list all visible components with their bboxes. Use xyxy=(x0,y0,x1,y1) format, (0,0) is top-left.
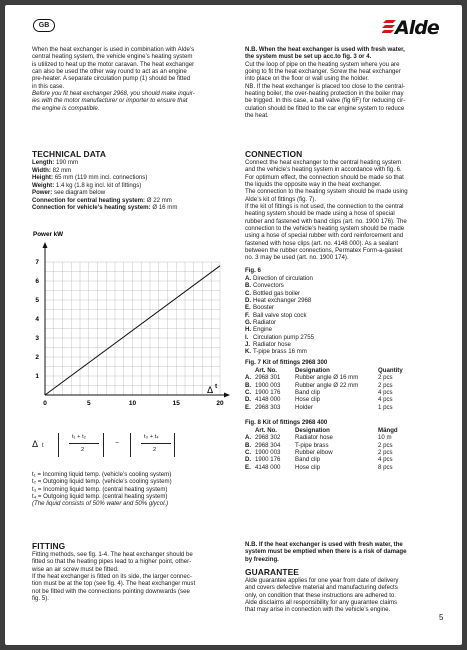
fig6-item xyxy=(245,304,450,311)
delta-t-formula xyxy=(32,430,232,460)
nb-line: into place on the floor or wall using the holder. xyxy=(245,75,369,83)
quantity-cell: 10 m xyxy=(378,434,392,442)
fig8-header-quantity: Mängd xyxy=(378,427,398,434)
connection-line: heating system should be made using a hose of special xyxy=(245,210,395,218)
row-key: A. xyxy=(245,434,252,442)
art-no-cell: 1900 176 xyxy=(255,456,281,464)
connection-line: no. 3 may be used (art. no. 1900 174). xyxy=(245,254,349,262)
fig6-item xyxy=(245,341,450,348)
table-row xyxy=(245,404,450,411)
fig6-item xyxy=(245,312,450,319)
x-tick-label: 20 xyxy=(216,400,224,407)
row-key: C. xyxy=(245,449,252,457)
spec-row xyxy=(32,197,237,205)
y-tick-label: 4 xyxy=(35,316,39,324)
alde-logo xyxy=(395,17,439,39)
fig6-item xyxy=(245,326,450,333)
fig6-item-text: Circulation pump 2755 xyxy=(253,333,314,341)
spec-value: Ø 22 mm xyxy=(145,196,172,204)
y-tick-label: 6 xyxy=(35,278,39,286)
connection-line: If the kit of fittings is not used, the connection to the central xyxy=(245,203,404,211)
formula-left-numerator: t₁ + t₂ xyxy=(72,434,87,440)
fig6-item xyxy=(245,290,450,297)
row-key: B. xyxy=(245,381,252,389)
fig6-item xyxy=(245,348,450,355)
spec-row xyxy=(32,182,237,190)
art-no-cell: 2968 303 xyxy=(255,403,281,411)
fitting-line: If the heat exchanger is fitted on its side, the larger connec- xyxy=(32,573,192,581)
formula-bracket-right-open xyxy=(130,433,132,457)
fig6-item-key: J. xyxy=(245,341,251,349)
nb-line: Cut the loop of pipe on the heating system where you are xyxy=(245,60,400,68)
fig6-item xyxy=(245,282,450,289)
technical-data-list xyxy=(32,159,237,212)
designation-cell: Hose clip xyxy=(295,463,321,471)
formula-right-denominator: 2 xyxy=(153,447,157,453)
fig6-item-text: Radiator hose xyxy=(253,341,291,349)
designation-cell: Rubber angle Ø 16 mm xyxy=(295,374,359,382)
fig6-list xyxy=(245,275,450,356)
x-tick-label: 0 xyxy=(43,400,47,407)
quantity-cell: 2 pcs xyxy=(378,441,393,449)
formula-delta-symbol: Δ xyxy=(32,440,39,450)
table-row xyxy=(245,382,450,389)
fig6-item xyxy=(245,275,450,282)
guarantee-text xyxy=(245,577,450,614)
formula-left-fraction-line xyxy=(69,443,99,444)
fitting-heading: FITTING xyxy=(32,541,66,551)
row-key: C. xyxy=(245,389,252,397)
spec-row xyxy=(32,189,237,197)
fitting-line: not be fitted with the connections pointing downwards (see xyxy=(32,587,190,595)
fig6-item-text: Ball valve stop cock xyxy=(253,311,307,319)
fig6-item-text: Heat exchanger 2968 xyxy=(253,297,312,305)
chart-axes xyxy=(43,242,231,398)
art-no-cell: 4148 000 xyxy=(255,463,281,471)
table-row xyxy=(245,389,450,396)
table-row xyxy=(245,449,450,456)
fig6-item xyxy=(245,297,450,304)
formula-bracket-left-close xyxy=(102,433,104,457)
fig7-header-designation: Designation xyxy=(295,367,330,374)
fig6-title: Fig. 6 xyxy=(245,267,261,274)
y-tick-label: 3 xyxy=(35,335,39,343)
fig6-item-key: G. xyxy=(245,319,252,327)
spec-label: Height: xyxy=(32,174,53,181)
row-key: D. xyxy=(245,456,252,464)
nb-freezing-line: N.B. If the heat exchanger is used with fresh water, the xyxy=(245,541,403,548)
connection-line: between the rubber connections, Permatex Form-a-gasket xyxy=(245,247,403,255)
spec-row xyxy=(32,159,237,167)
designation-cell: Hose clip xyxy=(295,396,321,404)
fig6-item xyxy=(245,334,450,341)
table-row xyxy=(245,442,450,449)
chart-y-axis-label: Power kW xyxy=(33,231,64,238)
legend-line: t₄ = Outgoing liquid temp. (central heating system) xyxy=(32,493,168,501)
manual-page xyxy=(5,5,462,645)
nb-freezing-warning xyxy=(245,541,450,563)
connection-line: The connection to the heating system should be made using xyxy=(245,188,408,196)
fig7-title: Fig. 7 Kit of fittings 2968 300 xyxy=(245,359,328,366)
fitting-line: tion must be at the top (see fig. 4). The heat exchanger must xyxy=(32,580,196,588)
connection-line: rubber and fastened with band clips (art. no. 1900 176). The xyxy=(245,217,407,225)
art-no-cell: 1900 003 xyxy=(255,381,281,389)
formula-right-fraction-line xyxy=(141,443,171,444)
spec-value: Ø 16 mm xyxy=(150,204,178,211)
intro-note-line: ies with the motor manufacturer or importer to ensure that xyxy=(32,97,188,105)
fig6-item-key: B. xyxy=(245,282,252,290)
fig8-header-designation: Designation xyxy=(295,427,330,434)
x-tick-label: 5 xyxy=(86,400,91,407)
quantity-cell: 4 pcs xyxy=(378,456,393,464)
connection-heading: CONNECTION xyxy=(245,149,303,159)
spec-row xyxy=(32,167,237,175)
nb-line: going to fit the heat exchanger. Screw the heat exchanger xyxy=(245,68,401,76)
chart-tick-labels xyxy=(35,259,224,407)
formula-left-denominator: 2 xyxy=(81,447,85,453)
spec-label: Power: xyxy=(32,189,53,196)
nb-fresh-water-setup xyxy=(245,46,450,119)
guarantee-line: Alde disclaims all responsibility for any guarantee claims xyxy=(245,599,398,607)
fig7-header-art-no: Art. No. xyxy=(255,367,278,374)
guarantee-line: and covers defective material and manufacturing defects xyxy=(245,584,398,592)
connection-line: the liquids the opposite way in the heat exchanger. xyxy=(245,181,382,189)
quantity-cell: 4 pcs xyxy=(378,389,393,397)
fig8-header-spacer xyxy=(245,427,255,434)
legend-line: t₂ = Outgoing liquid temp. (vehicle’s cooling system) xyxy=(32,478,172,486)
y-tick-label: 5 xyxy=(35,297,39,305)
spec-row xyxy=(32,204,237,212)
fig7-header-quantity: Quantity xyxy=(378,367,403,374)
guarantee-line: only, on condition that these instructions are adhered to. xyxy=(245,591,396,599)
quantity-cell: 1 pcs xyxy=(378,403,393,411)
table-row xyxy=(245,464,450,471)
guarantee-heading: GUARANTEE xyxy=(245,567,299,577)
nb-bold-line: N.B. When the heat exchanger is used with fresh water, xyxy=(245,46,405,53)
spec-label: Length: xyxy=(32,159,55,166)
table-row xyxy=(245,456,450,463)
art-no-cell: 1900 003 xyxy=(255,449,281,457)
fig7-table xyxy=(245,367,450,411)
fig6-item-key: A. xyxy=(245,275,252,282)
fig6-item-text: Radiator xyxy=(253,319,277,327)
connection-line: connection to the vehicle’s heating system should be made xyxy=(245,225,405,233)
designation-cell: Band clip xyxy=(295,389,321,397)
designation-cell: T-pipe brass xyxy=(295,441,329,449)
designation-cell: Radiator hose xyxy=(295,434,333,442)
row-key: E. xyxy=(245,463,251,471)
fig8-title: Fig. 8 Kit of fittings 2968 400 xyxy=(245,419,328,426)
fig8-table xyxy=(245,427,450,471)
fig6-item-key: C. xyxy=(245,289,252,297)
spec-value: 190 mm xyxy=(54,159,79,166)
connection-line: and the vehicle’s heating system in accordance with fig. 6. xyxy=(245,166,402,174)
temperature-legend xyxy=(32,471,237,508)
fitting-line: fitted so that the heating pipes lead to a higher point, other- xyxy=(32,558,192,566)
logo-text: Alde xyxy=(395,17,439,39)
connection-line: using a hose of special rubber with cord reinforcement and xyxy=(245,232,404,240)
fitting-line: wise an air screw must be fitted. xyxy=(32,565,119,573)
y-tick-label: 1 xyxy=(35,373,39,381)
intro-line: is utilized to heat up the motor caravan. The heat exchanger xyxy=(32,60,195,68)
spec-value: 65 mm (119 mm incl. connections) xyxy=(53,174,148,181)
connection-line: fastened with hose clips (art. no. 4148 000). As a sealant xyxy=(245,239,399,247)
fig6-item-key: H. xyxy=(245,326,252,334)
art-no-cell: 2968 301 xyxy=(255,374,281,382)
fig6-item-key: K. xyxy=(245,348,252,356)
fig6-item-text: Convectors xyxy=(253,282,284,290)
formula-bracket-left-open xyxy=(58,433,60,457)
fitting-line: fig. 5). xyxy=(32,595,49,603)
fitting-line: Fitting methods, see fig. 1-4. The heat exchanger should be xyxy=(32,551,193,558)
fitting-text xyxy=(32,551,237,602)
spec-label: Connection for central heating system: xyxy=(32,196,146,204)
designation-cell: Rubber elbow xyxy=(295,449,333,457)
intro-line: can also be used the other way round to act as an engine xyxy=(32,68,187,76)
legend-line: t₃ = Incoming liquid temp. (central heating system) xyxy=(32,485,168,493)
spec-value: 82 mm xyxy=(50,166,72,174)
row-key: A. xyxy=(245,374,252,382)
fig8-header-row xyxy=(245,427,450,434)
table-row xyxy=(245,374,450,381)
nb-bold-line: the system must be set up acc.to fig. 3 or 4. xyxy=(245,53,372,61)
nb-freezing-line: by freezing. xyxy=(245,555,279,563)
nb-note-line: heating boiler, the over-heating protection in the boiler may xyxy=(245,90,404,98)
x-tick-label: 10 xyxy=(128,400,137,407)
x-tick-label: 15 xyxy=(172,400,180,407)
designation-cell: Band clip xyxy=(295,456,321,464)
legend-line: t₁ = Incoming liquid temp. (vehicle’s cooling system) xyxy=(32,471,172,478)
quantity-cell: 2 pcs xyxy=(378,374,393,382)
fig6-item-text: Bottled gas boiler xyxy=(253,289,301,297)
table-row xyxy=(245,434,450,441)
y-axis-arrow-icon xyxy=(43,242,48,248)
art-no-cell: 2968 302 xyxy=(255,434,281,442)
nb-note-line: NB. If the heat exchanger is placed too close to the central- xyxy=(245,82,405,90)
row-key: B. xyxy=(245,441,252,449)
spec-value: 1.4 kg (1.8 kg incl. kit of fittings) xyxy=(54,181,142,189)
quantity-cell: 8 pcs xyxy=(378,463,393,471)
fig6-item xyxy=(245,319,450,326)
x-axis-arrow-icon xyxy=(224,393,230,398)
intro-text xyxy=(32,46,237,112)
nb-note-line: the heat. xyxy=(245,112,269,120)
y-tick-label: 2 xyxy=(35,354,39,362)
fig7-header-row xyxy=(245,367,450,374)
nb-freezing-line: system must be emptied when there is a risk of damage xyxy=(245,548,407,556)
intro-line: pre-heater. A separate circulation pump (1) should be fitted xyxy=(32,75,191,83)
formula-right-numerator: t₃ + t₄ xyxy=(144,434,159,440)
art-no-cell: 2968 304 xyxy=(255,441,281,449)
fig6-item-key: F. xyxy=(245,311,250,319)
connection-line: Alde’s kit of fittings (fig. 7). xyxy=(245,195,317,203)
legend-note: (The liquid consists of 50% water and 50% glycol.) xyxy=(32,500,169,508)
fig6-item-key: D. xyxy=(245,297,252,305)
fig6-item-key: I. xyxy=(245,333,249,341)
art-no-cell: 1900 176 xyxy=(255,389,281,397)
chart-x-axis-subscript: t xyxy=(215,383,218,390)
designation-cell: Rubber angle Ø 22 mm xyxy=(295,381,359,389)
fig6-item-key: E. xyxy=(245,304,251,312)
formula-bracket-right-close xyxy=(173,433,175,457)
art-no-cell: 4148 000 xyxy=(255,396,281,404)
language-badge: GB xyxy=(33,19,55,32)
fig6-item-text: Booster xyxy=(253,304,275,312)
y-tick-label: 7 xyxy=(35,259,39,267)
quantity-cell: 2 pcs xyxy=(378,449,393,457)
formula-minus: − xyxy=(115,440,120,447)
quantity-cell: 2 pcs xyxy=(378,381,393,389)
page-number: 5 xyxy=(439,613,444,622)
fig6-item-text: T-pipe brass 16 mm xyxy=(253,348,307,356)
power-chart xyxy=(25,227,240,422)
nb-note-line: be trigged. In this case, a ball valve (fig 6F) for reducing cir- xyxy=(245,97,406,105)
guarantee-line: that may arise in connection with the vehicle’s engine. xyxy=(245,606,391,614)
spec-row xyxy=(32,174,237,182)
designation-cell: Holder xyxy=(295,403,313,411)
logo-stripes-icon xyxy=(382,20,396,34)
intro-line: in this case. xyxy=(32,82,65,90)
spec-label: Width: xyxy=(32,166,51,174)
fig8-header-art-no: Art. No. xyxy=(255,427,278,434)
spec-label: Weight: xyxy=(32,181,55,189)
table-row xyxy=(245,396,450,403)
spec-value: see diagram below xyxy=(52,189,106,196)
spec-label: Connection for vehicle’s heating system: xyxy=(32,204,151,211)
fig6-item-text: Engine xyxy=(253,326,272,334)
nb-note-line: culation should be fitted to the car engine system to reduce xyxy=(245,104,405,112)
quantity-cell: 4 pcs xyxy=(378,396,393,404)
fig6-item-text: Direction of circulation xyxy=(253,275,313,282)
intro-line: When the heat exchanger is used in combination with Alde’s xyxy=(32,46,195,53)
row-key: D. xyxy=(245,396,252,404)
row-key: E. xyxy=(245,403,251,411)
connection-line: Connect the heat exchanger to the central heating system xyxy=(245,159,402,166)
fig7-header-spacer xyxy=(245,367,255,374)
technical-data-heading: TECHNICAL DATA xyxy=(32,149,106,159)
chart-x-axis-symbol: Δ xyxy=(207,386,214,396)
connection-text xyxy=(245,159,450,262)
guarantee-line: Alde guarantee applies for one year from date of delivery xyxy=(245,577,399,584)
intro-note-line: Before you fit heat exchanger 2968, you should make inquir- xyxy=(32,90,195,98)
intro-line: central heating system, the vehicle engine’s heating system xyxy=(32,53,193,61)
connection-line: For optimum effect, the connection should be made so that xyxy=(245,173,404,181)
formula-t: t xyxy=(42,443,44,449)
intro-note-line: the engine is compatible. xyxy=(32,104,100,112)
